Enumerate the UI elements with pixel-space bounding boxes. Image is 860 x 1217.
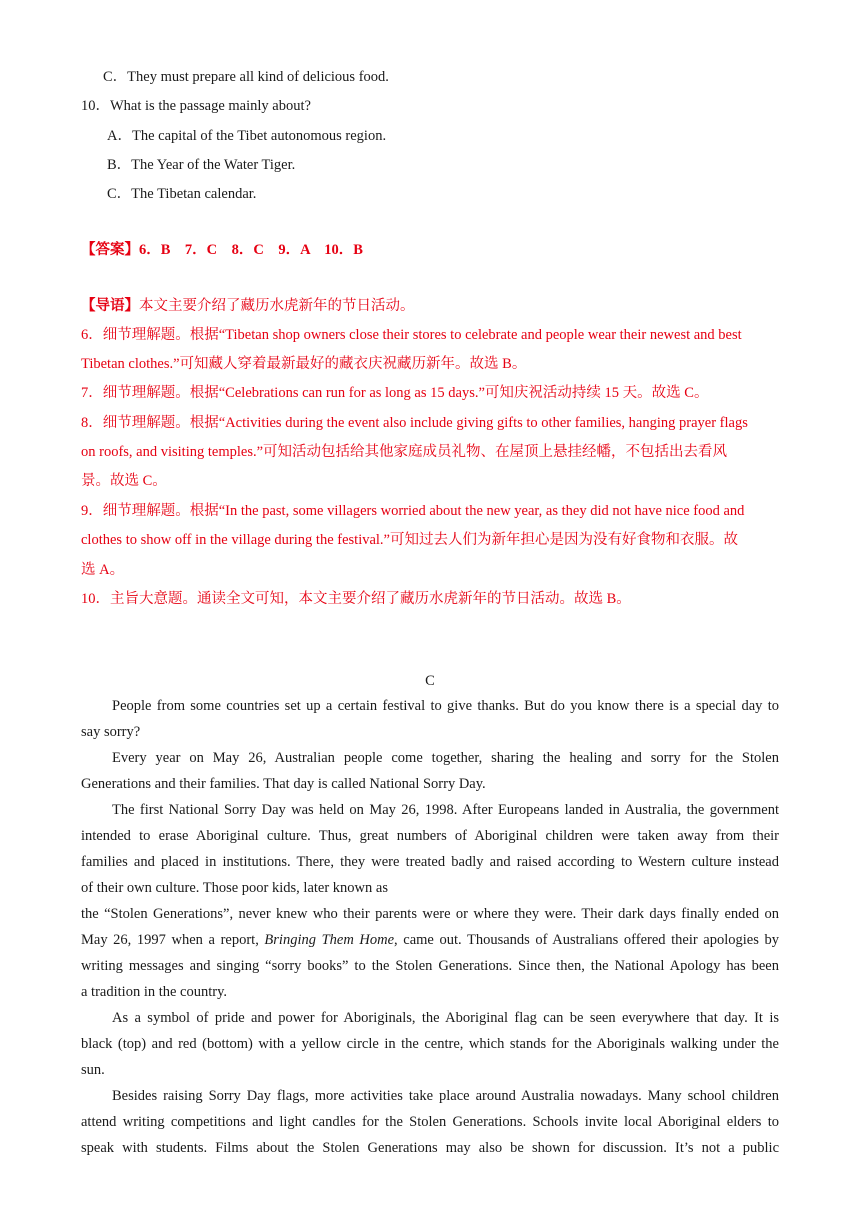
passage-p1-line-2: say sorry? bbox=[81, 724, 141, 740]
guide bbox=[81, 297, 415, 315]
q10-option-c: C．The Tibetan calendar. bbox=[107, 186, 257, 202]
passage-p3-line-3: families and placed in institutions. There, they were treated badly and raised according to Western culture instead bbox=[81, 854, 779, 870]
explanation-6-line-2: Tibetan clothes.”可知藏人穿着最新最好的藏衣庆祝藏历新年。故选 B。 bbox=[81, 356, 527, 372]
explanation-9-line-3: 选 A。 bbox=[81, 562, 125, 578]
passage-p1-line-1: People from some countries set up a certain festival to give thanks. But do you know there is a special day to bbox=[112, 698, 779, 714]
explanation-8-line-1: 8．细节理解题。根据“Activities during the event also include giving gifts to other families, hanging prayer flags bbox=[81, 415, 748, 431]
q10-option-b: B．The Year of the Water Tiger. bbox=[107, 157, 296, 173]
q10-option-a: A．The capital of the Tibet autonomous region. bbox=[107, 128, 387, 144]
q9-option-c: C．They must prepare all kind of delicious food. bbox=[103, 69, 389, 85]
passage-p4-line-3: sun. bbox=[81, 1062, 105, 1078]
passage-p3-line-4: of their own culture. Those poor kids, later known as bbox=[81, 880, 388, 896]
passage-p5-line-1: Besides raising Sorry Day flags, more activities take place around Australia nowadays. Many school children bbox=[112, 1088, 779, 1104]
passage-p4-line-2: black (top) and red (bottom) with a yellow circle in the centre, which stands for the Aboriginals walking under the bbox=[81, 1036, 779, 1052]
passage-p2-line-2: Generations and their families. That day is called National Sorry Day. bbox=[81, 776, 486, 792]
explanation-9-line-2: clothes to show off in the village during the festival.”可知过去人们为新年担心是因为没有好食物和衣服。故 bbox=[81, 532, 738, 548]
explanation-7: 7．细节理解题。根据“Celebrations can run for as long as 15 days.”可知庆祝活动持续 15 天。故选 C。 bbox=[81, 385, 709, 401]
explanation-9-line-1: 9．细节理解题。根据“In the past, some villagers worried about the new year, as they did not have nice food and bbox=[81, 503, 745, 519]
explanation-8-line-3: 景。故选 C。 bbox=[81, 473, 167, 489]
passage-p2-line-1: Every year on May 26, Australian people come together, sharing the healing and sorry for the Stolen bbox=[112, 750, 779, 766]
answer-key-label: 【答案】 bbox=[81, 242, 139, 258]
passage-p3-line-6-end: , came out. Thousands of Australians offered their apologies by bbox=[394, 932, 779, 948]
passage-p3-line-8: a tradition in the country. bbox=[81, 984, 228, 1000]
passage-p4-line-1: As a symbol of pride and power for Aboriginals, the Aboriginal flag can be seen everywhere that day. It is bbox=[112, 1010, 779, 1026]
passage-p3-line-6 bbox=[81, 931, 779, 949]
passage-heading: C bbox=[425, 673, 435, 689]
passage-p3-line-2: intended to erase Aboriginal culture. Thus, great numbers of Aboriginal children were taken away from their bbox=[81, 828, 779, 844]
answer-key bbox=[81, 241, 363, 259]
q10-stem: 10．What is the passage mainly about? bbox=[81, 98, 311, 114]
passage-p3-line-6-start: May 26, 1997 when a report, bbox=[81, 932, 265, 948]
explanation-8-line-2: on roofs, and visiting temples.”可知活动包括给其他家庭成员礼物、在屋顶上悬挂经幡，不包括出去看风 bbox=[81, 444, 728, 460]
passage-p5-line-2: attend writing competitions and light candles for the Stolen Generations. Schools invite local Aboriginal elders to bbox=[81, 1114, 779, 1130]
answer-key-items: 6．B 7．C 8．C 9．A 10．B bbox=[139, 242, 363, 258]
explanation-10: 10．主旨大意题。通读全文可知，本文主要介绍了藏历水虎新年的节日活动。故选 B。 bbox=[81, 591, 631, 607]
guide-label: 【导语】 bbox=[81, 298, 139, 314]
guide-text: 本文主要介绍了藏历水虎新年的节日活动。 bbox=[139, 298, 415, 314]
explanation-6-line-1: 6．细节理解题。根据“Tibetan shop owners close their stores to celebrate and people wear their newest and best bbox=[81, 327, 742, 343]
passage-p3-line-1: The first National Sorry Day was held on May 26, 1998. After Europeans landed in Australia, the government bbox=[112, 802, 779, 818]
passage-p3-line-7: writing messages and singing “sorry books” to the Stolen Generations. Since then, the National Apology has been bbox=[81, 958, 779, 974]
passage-p3-line-5: the “Stolen Generations”, never knew who their parents were or where they were. Their dark days finally ended on bbox=[81, 906, 779, 922]
report-title: Bringing Them Home bbox=[264, 932, 395, 948]
passage-p5-line-3: speak with students. Films about the Stolen Generations may also be shown for discussion. It’s not a public bbox=[81, 1140, 779, 1156]
